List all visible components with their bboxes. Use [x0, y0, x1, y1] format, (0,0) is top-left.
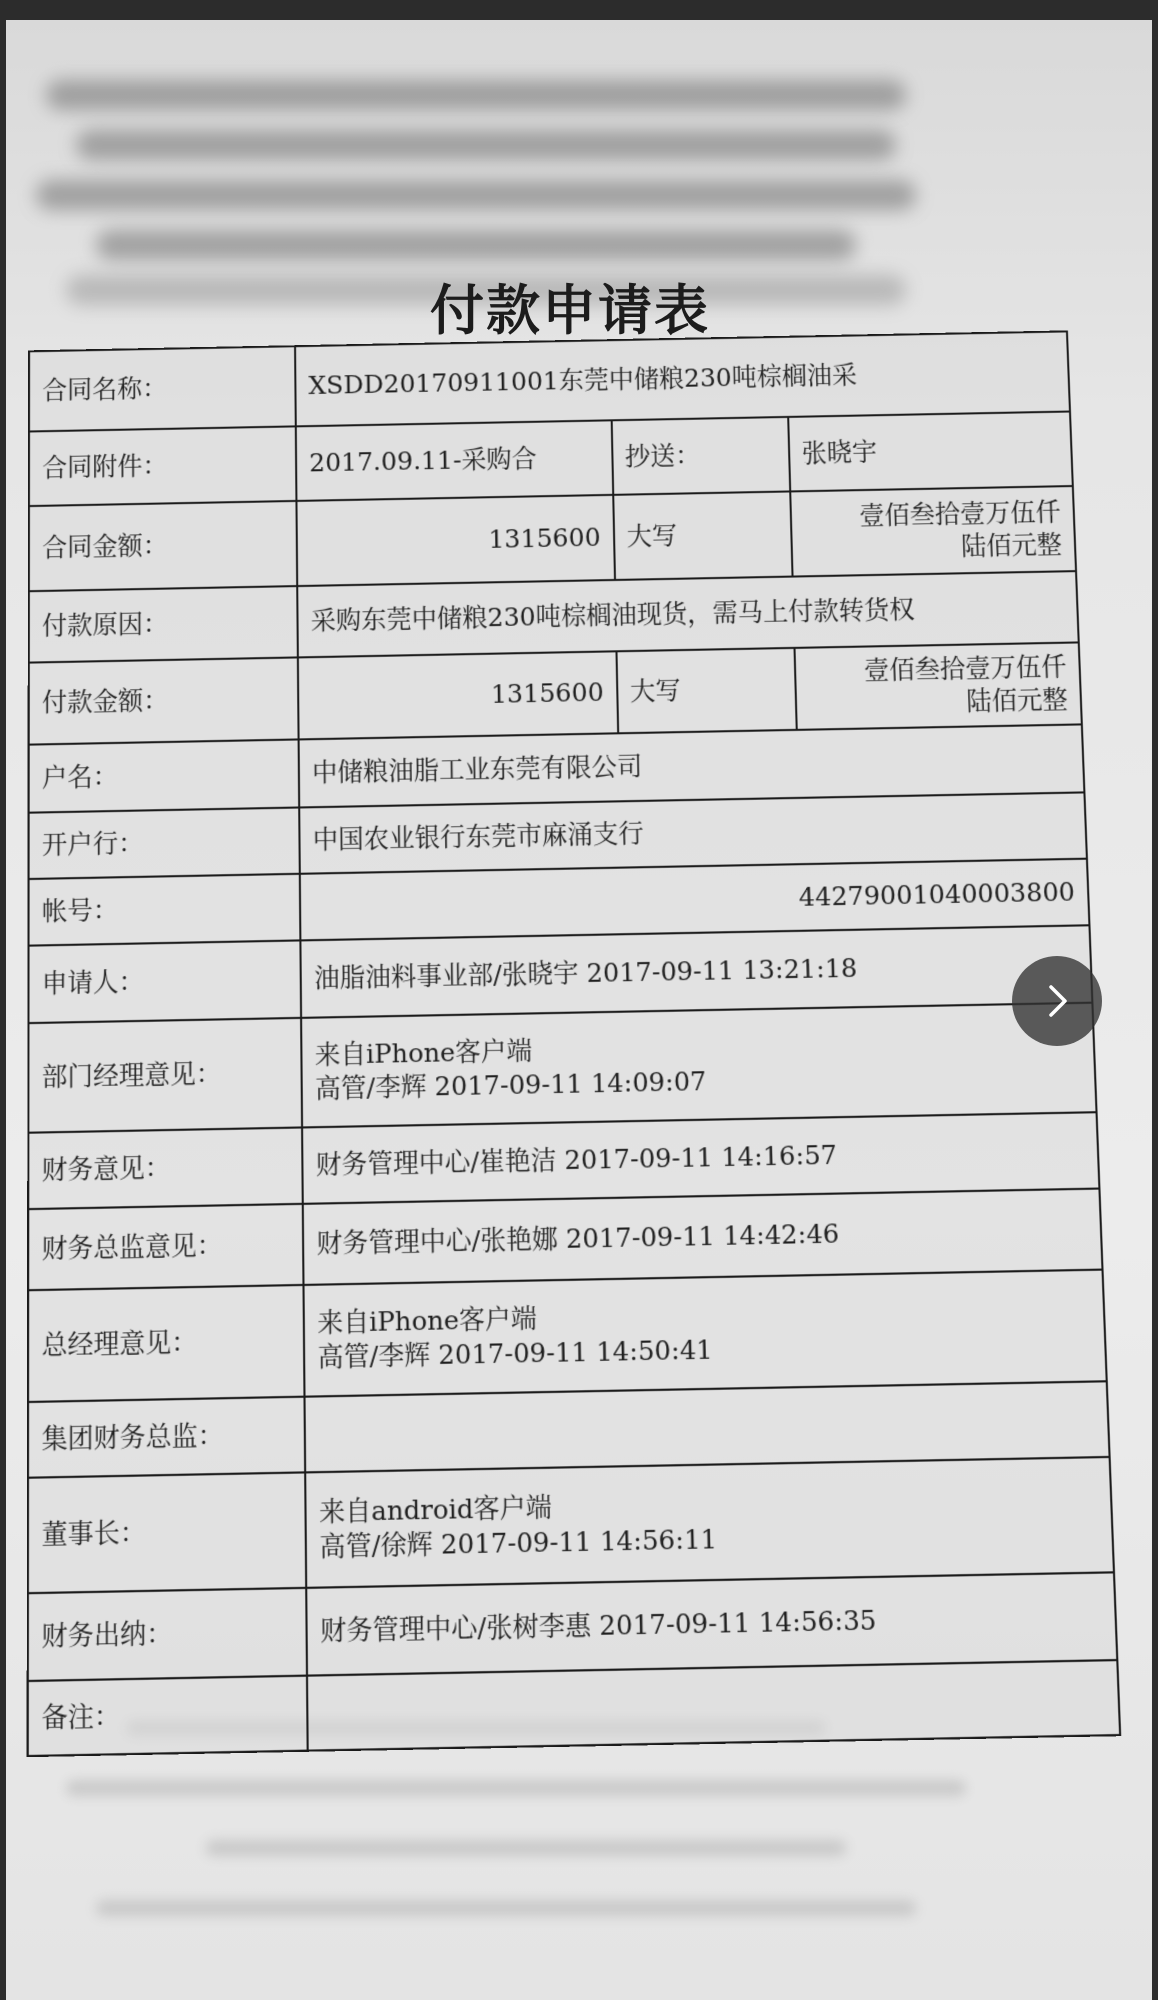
opinion-source: 来自android客户端	[318, 1491, 553, 1528]
next-image-button[interactable]	[1012, 956, 1102, 1046]
row-chairman	[28, 1457, 1114, 1593]
payment-amount-label: 付款金额：	[29, 657, 299, 744]
remarks-value	[307, 1660, 1120, 1751]
cashier-label: 财务出纳：	[28, 1588, 307, 1681]
finance-director-label: 财务总监意见：	[28, 1204, 303, 1290]
ink-smear	[36, 180, 916, 210]
account-name-label: 户名：	[29, 739, 300, 812]
chairman-label: 董事长：	[28, 1472, 306, 1593]
opinion-signoff: 高管/徐辉 2017-09-11 14:56:11	[319, 1523, 718, 1563]
row-general-manager	[28, 1270, 1107, 1402]
payment-amount-upper-value	[794, 642, 1082, 729]
payment-reason-value: 采购东莞中储粮230吨棕榈油现货，需马上付款转货权	[297, 571, 1079, 657]
remarks-label: 备注：	[28, 1676, 308, 1756]
general-manager-label: 总经理意见：	[28, 1285, 304, 1402]
cc-label: 抄送：	[611, 417, 790, 495]
general-manager-value	[303, 1270, 1106, 1397]
opinion-source: 来自iPhone客户端	[317, 1302, 538, 1338]
upper-line-1: 壹佰叁拾壹万伍仟	[858, 496, 1062, 531]
cc-value: 张晓宇	[788, 412, 1073, 492]
contract-name-label: 合同名称：	[29, 346, 296, 431]
chairman-value	[305, 1457, 1114, 1588]
applicant-label: 申请人：	[28, 940, 301, 1023]
upper-line-2: 陆佰元整	[960, 529, 1063, 562]
finance-director-value: 财务管理中心/张艳娜 2017-09-11 14:42:46	[303, 1189, 1103, 1285]
cashier-value: 财务管理中心/张树李惠 2017-09-11 14:56:35	[306, 1572, 1117, 1675]
bank-value: 中国农业银行东莞市麻涌支行	[299, 792, 1087, 873]
bank-label: 开户行：	[29, 807, 300, 879]
payment-amount-value: 1315600	[298, 651, 618, 739]
bleed-through	[66, 1780, 966, 1796]
contract-amount-label: 合同金额：	[29, 501, 297, 591]
dept-manager-value	[301, 1003, 1096, 1128]
opinion-signoff: 高管/李辉 2017-09-11 14:50:41	[317, 1333, 714, 1373]
ink-smear	[96, 230, 856, 260]
account-name-value: 中储粮油脂工业东莞有限公司	[299, 724, 1085, 807]
upper-line-2: 陆佰元整	[965, 684, 1069, 717]
group-finance-label: 集团财务总监：	[28, 1397, 305, 1478]
opinion-signoff: 高管/李辉 2017-09-11 14:09:07	[314, 1065, 707, 1104]
contract-amount-upper-value	[790, 486, 1076, 577]
bleed-through	[206, 1840, 846, 1856]
finance-label: 财务意见：	[28, 1127, 302, 1209]
form-title: 付款申请表	[430, 278, 710, 342]
payment-form	[27, 330, 1158, 1758]
payment-amount-upper-label: 大写	[616, 648, 796, 733]
contract-amount-value: 1315600	[296, 495, 614, 586]
contract-amount-upper-label: 大写	[613, 491, 792, 580]
payment-form-table	[27, 330, 1122, 1757]
contract-attachment-label: 合同附件：	[29, 426, 297, 506]
opinion-source: 来自iPhone客户端	[314, 1034, 533, 1070]
ink-smear	[76, 130, 896, 160]
dept-manager-label: 部门经理意见：	[28, 1018, 302, 1133]
bleed-through	[96, 1900, 916, 1916]
ink-smear	[46, 80, 906, 110]
row-dept-manager	[28, 1003, 1096, 1133]
upper-line-1: 壹佰叁拾壹万伍仟	[863, 651, 1068, 685]
account-no-value: 44279001040003800	[300, 859, 1090, 941]
chevron-right-icon	[1037, 981, 1077, 1021]
payment-reason-label: 付款原因：	[29, 586, 298, 663]
finance-value: 财务管理中心/崔艳洁 2017-09-11 14:16:57	[302, 1112, 1099, 1204]
contract-name-value: XSDD20170911001东莞中储粮230吨棕榈油采	[295, 331, 1070, 426]
account-no-label: 帐号：	[29, 874, 301, 946]
contract-attachment-value: 2017.09.11-采购合	[296, 420, 613, 501]
applicant-value: 油脂油料事业部/张晓宇 2017-09-11 13:21:18	[300, 925, 1092, 1018]
